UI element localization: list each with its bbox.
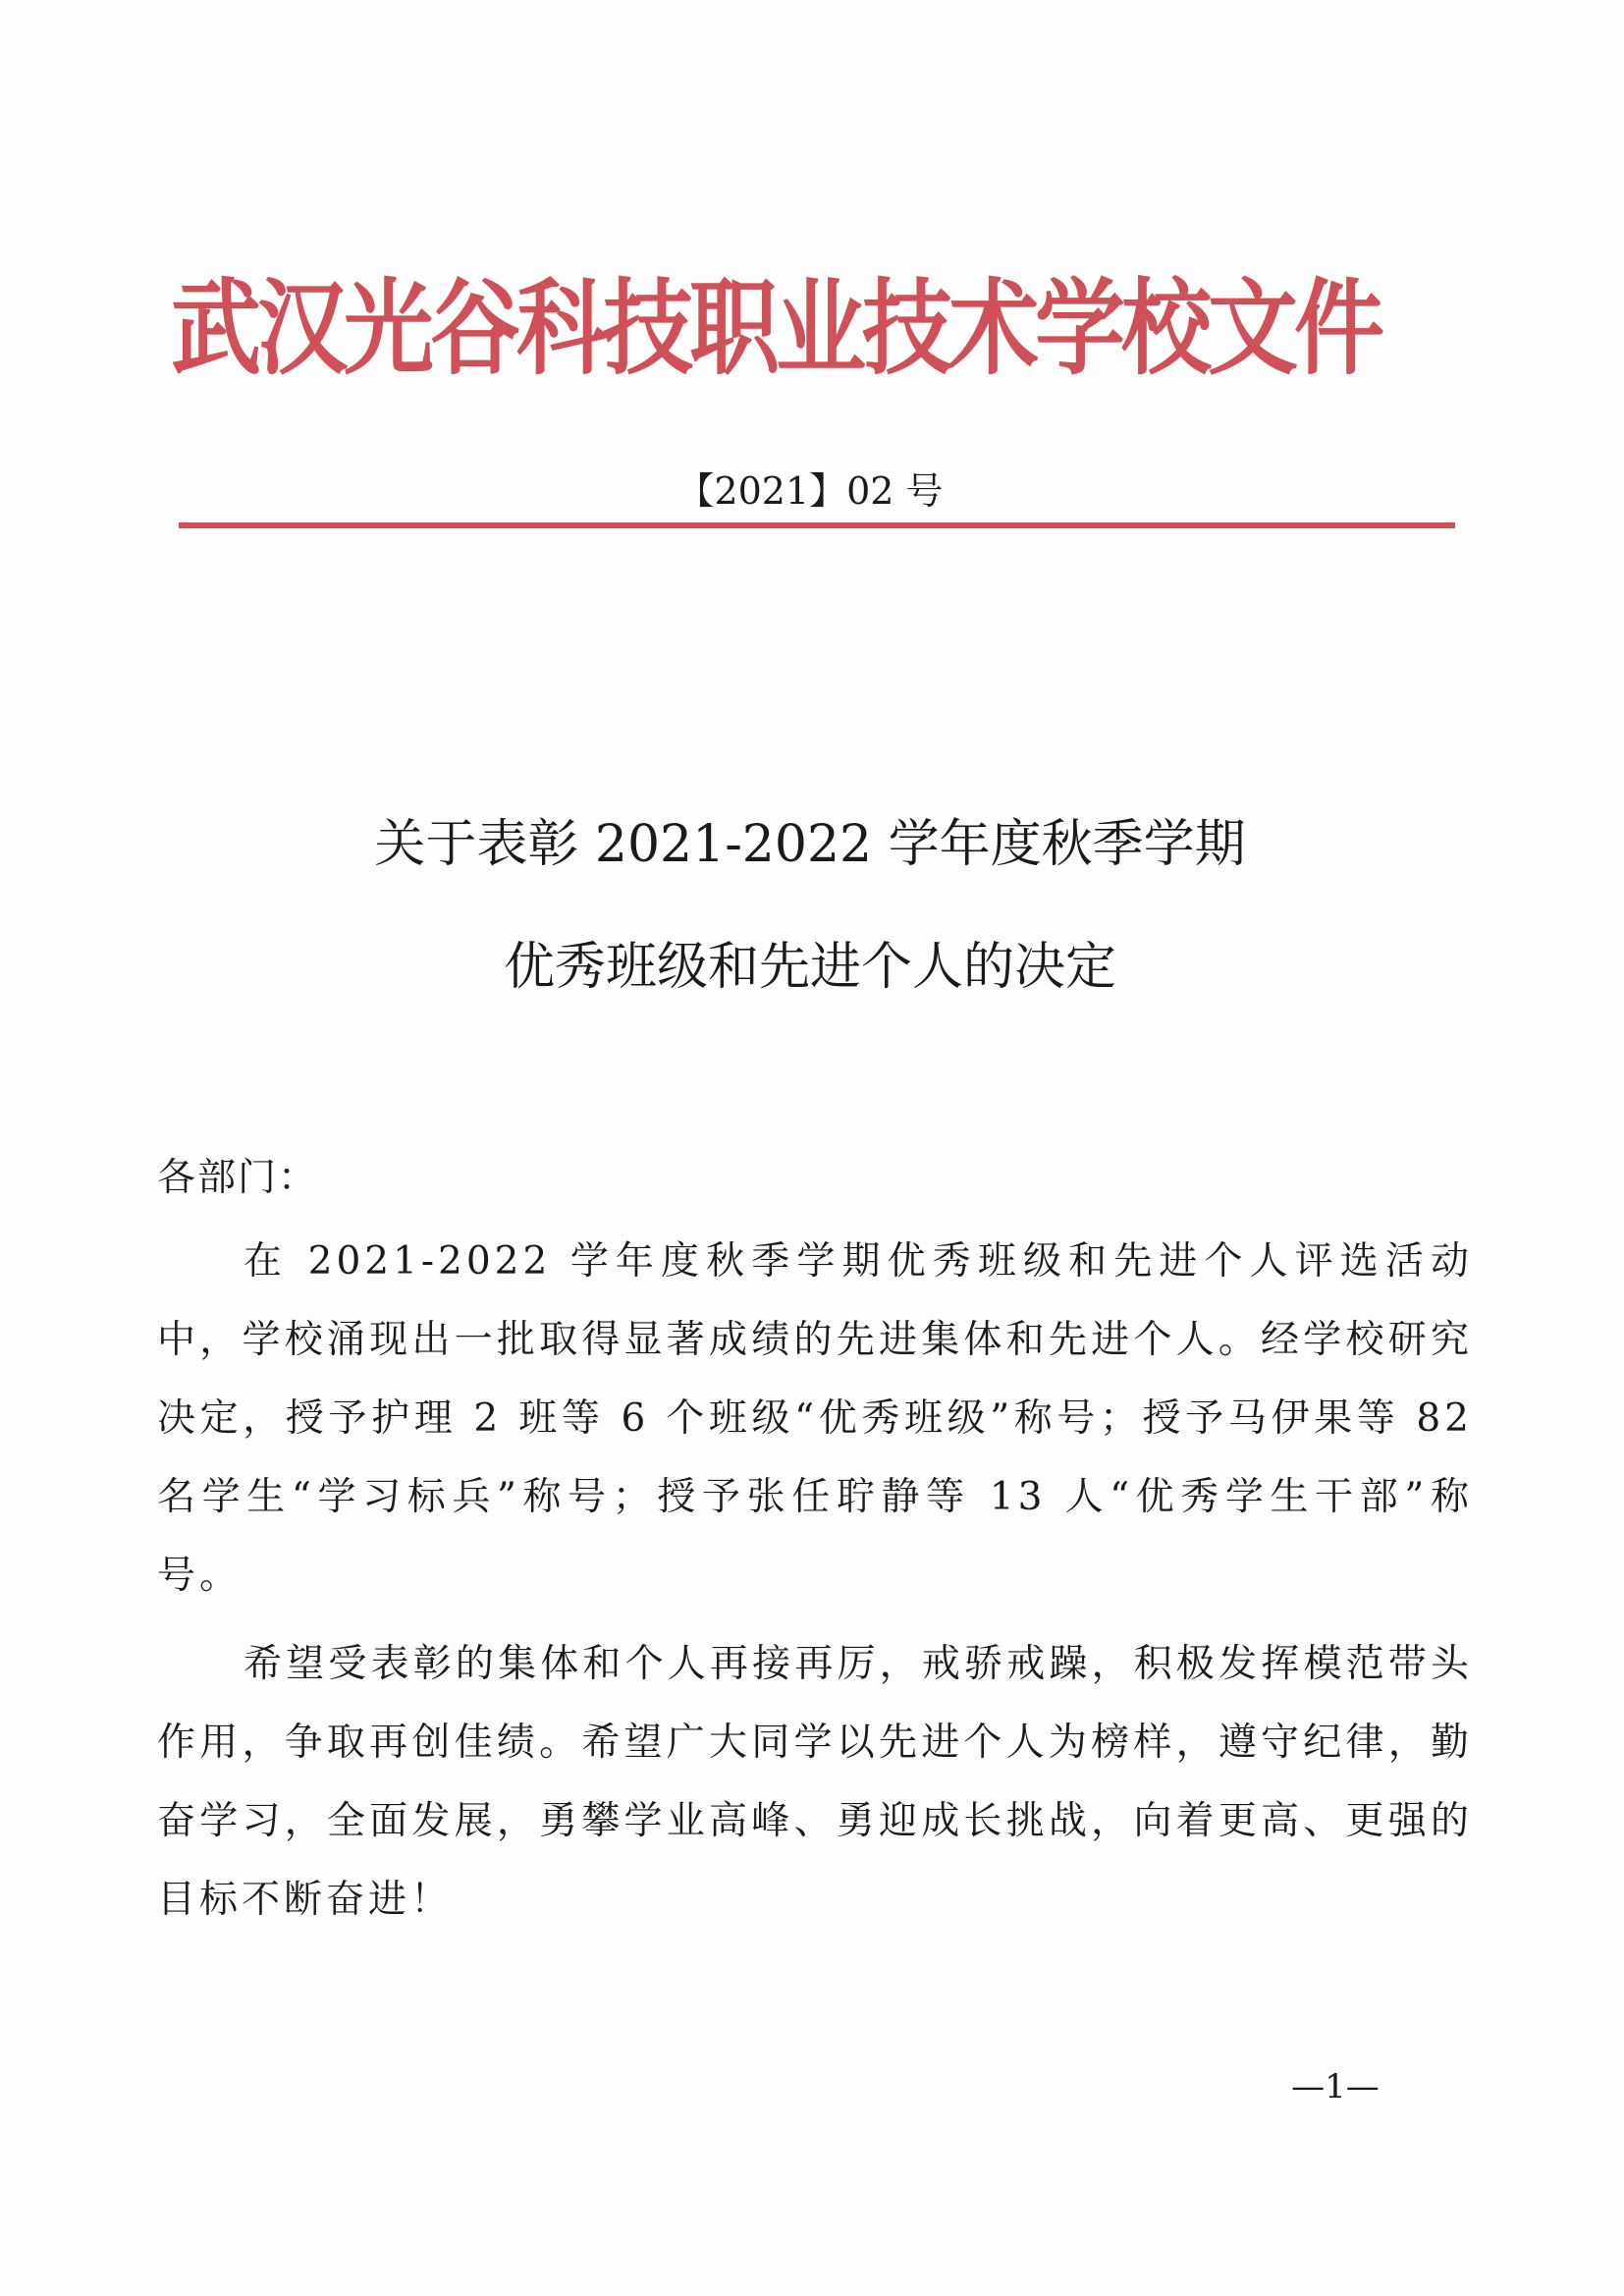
body-paragraph-1: 在 2021-2022 学年度秋季学期优秀班级和先进个人评选活动中，学校涌现出一批取得显著成绩的先进集体和先进个人。经学校研究决定，授予护理 2 班等 6 个班级“优秀班级”称号；授予马伊果等 82 名学生“学习标兵”称号；授予张任聍静等 13 人“优秀学生干部”称号。: [157, 1239, 1473, 1598]
header-red-rule-divider: [179, 522, 1455, 528]
document-title-line-1: 关于表彰 2021-2022 学年度秋季学期: [374, 815, 1246, 874]
page-number: —1—: [1291, 2067, 1380, 2106]
salutation: 各部门：: [157, 1156, 319, 1200]
document-title-line-2: 优秀班级和先进个人的决定: [503, 938, 1116, 997]
body-paragraph-2: 希望受表彰的集体和个人再接再厉，戒骄戒躁，积极发挥模范带头作用，争取再创佳绩。希望广大同学以先进个人为榜样，遵守纪律，勤奋学习，全面发展，勇攀学业高峰、勇迎成长挑战，向着更高、更强的目标不断奋进！: [157, 1642, 1473, 1922]
institution-header-title: 武汉光谷科技职业技术学校文件: [170, 266, 1380, 390]
document-number: 【2021】02 号: [677, 469, 944, 513]
